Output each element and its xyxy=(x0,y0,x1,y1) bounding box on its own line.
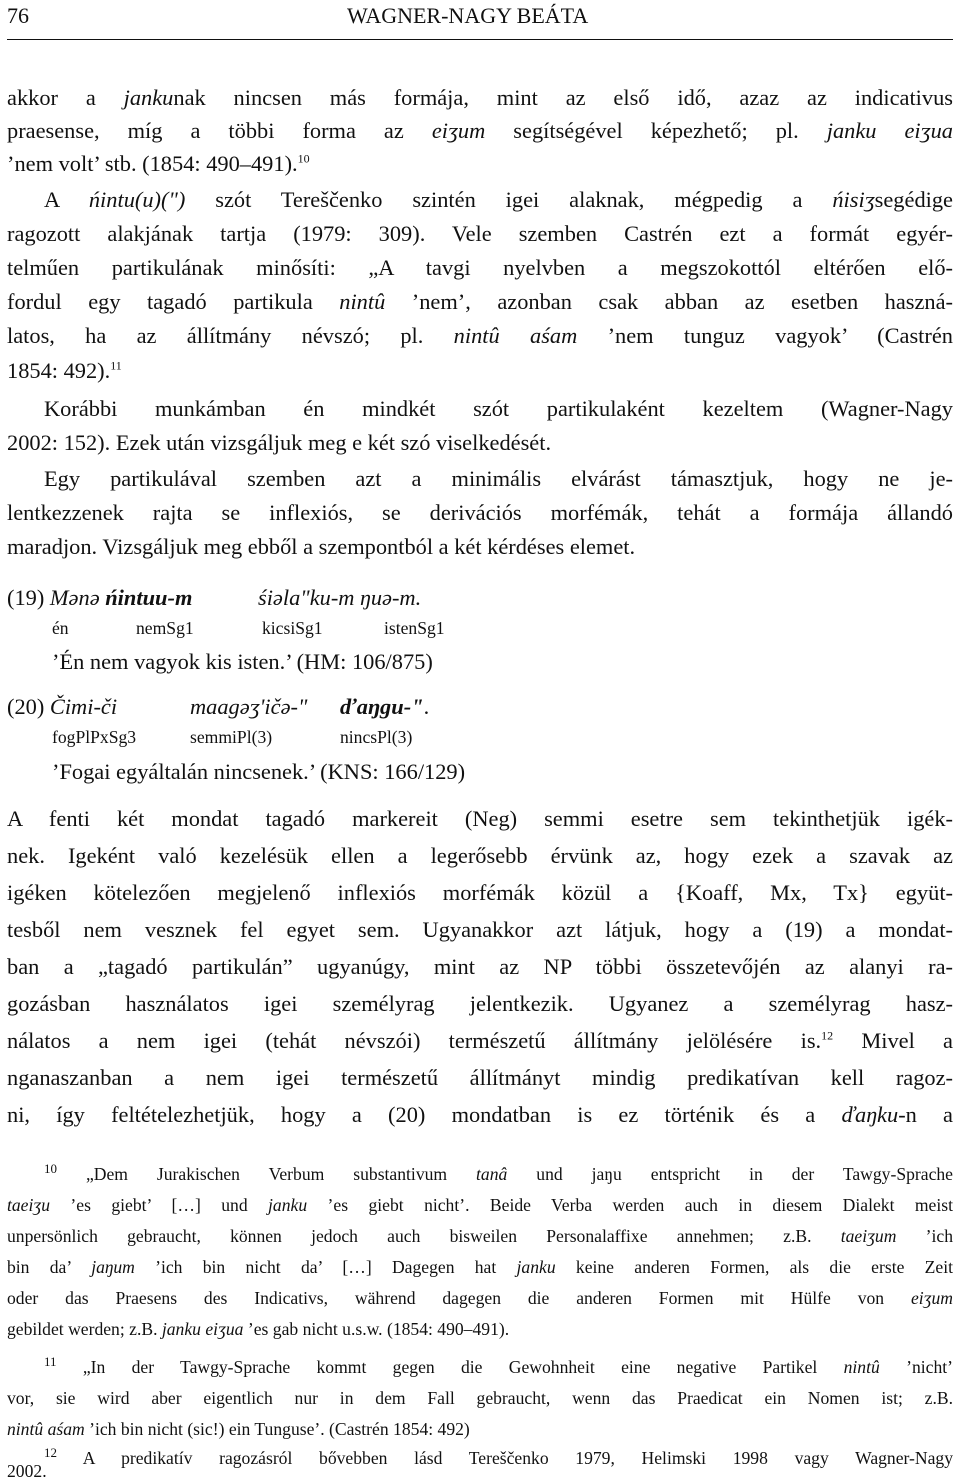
footnote-line: vor, sie wird aber eigentlich nur in dem Fall gebraucht, wenn das Praedicat ein Nomen ist; z.B. xyxy=(7,1388,953,1408)
footnote-12: $^{12}$ A predikatív ragozásról bővebben lásd Tereščenko 1979, Helimski 1998 vagy Wagner-Nagy xyxy=(44,1445,953,1468)
text-line: tesből nem vesznek fel egyet sem. Ugyanakkor azt látjuk, hogy a (19) a mondat- xyxy=(7,917,953,942)
footnote-line: bin da’ jaŋum ’ich bin nicht da’ […] Dagegen hat janku keine anderen Formen, als die erste Zeit xyxy=(7,1257,954,1277)
header-rule xyxy=(7,39,953,40)
footnote-number: 10 xyxy=(44,1161,57,1177)
gloss: fogPlPxSg3 xyxy=(52,727,137,747)
text-line: 1854: 492).$^{11}$ xyxy=(7,358,122,383)
footnote-line: unpersönlich gebraucht, können jedoch auch bisweilen Personalaffixe annehmen; z.B. taeiʒum ’ich xyxy=(7,1226,953,1246)
text-line: maradjon. Vizsgáljuk meg ebből a szempontból a két kérdéses elemet. xyxy=(7,534,636,559)
running-title: WAGNER-NAGY BEÁTA xyxy=(347,3,589,28)
gloss: semmiPl(3) xyxy=(190,727,273,747)
text-line: latos, ha az állítmány névszó; pl. nintû aśam ’nem tunguz vagyok’ (Castrén xyxy=(7,323,953,348)
footnote-line: gebildet werden; z.B. janku eiʒua ’es gab nicht u.s.w. (1854: 490–491). xyxy=(7,1319,510,1339)
text-line: lentkezzenek rajta se inflexiós, se derivációs morfémák, tehát a formája állandó xyxy=(7,500,953,525)
text-line: igéken kötelezően megjelenő inflexiós morfémák közül a {Koaff, Mx, Tx} együt- xyxy=(7,880,953,905)
gloss: kicsiSg1 xyxy=(262,618,323,638)
footnote-number: 11 xyxy=(44,1354,57,1370)
footnote-line: taeiʒu ’es giebt’ […] und janku ’es giebt nicht’. Beide Verba werden auch in diesem Dialekt meist xyxy=(7,1195,953,1215)
page-number: 76 xyxy=(7,3,29,28)
footnote-line: nintû aśam ’ich bin nicht (sic!) ein Tunguse’. (Castrén 1854: 492) xyxy=(7,1419,470,1439)
translation: ’Fogai egyáltalán nincsenek.’ (KNS: 166/129) xyxy=(52,759,466,784)
text-line: A fenti két mondat tagadó markereit (Neg) semmi esetre sem tekinthetjük igék- xyxy=(7,806,953,831)
footnote-10: $^{10}$ „Dem Jurakischen Verbum substantivum tanâ und jaŋu entspricht in der Tawgy-Sprache xyxy=(44,1161,953,1184)
text-line: Egy partikulával szemben azt a minimális elvárást támasztjuk, hogy ne je- xyxy=(44,466,953,491)
example-19: (19) Mənə ńintuu-m xyxy=(7,585,193,610)
example-20-word: ďaŋgu-". xyxy=(340,694,430,719)
text-line: praesense, míg a többi forma az eiʒum segítségével képezhető; pl. janku eiʒua xyxy=(7,118,953,143)
footnote-line: oder das Praesens des Indicativs, während dagegen die anderen Formen mit Hülfe von eiʒum xyxy=(7,1288,953,1308)
running-header xyxy=(7,2,953,30)
text-line: A ńintu(u)(") szót Tereščenko szintén igei alaknak, mégpedig a ńisiʒsegédige xyxy=(44,187,953,212)
gloss: istenSg1 xyxy=(384,618,445,638)
text-line: ’nem volt’ stb. (1854: 490–491).$^{10}$ xyxy=(7,151,310,176)
text-line: ragozott alakjának tartja (1979: 309). Vele szemben Castrén ezt a formát egyér- xyxy=(7,221,953,246)
translation: ’Én nem vagyok kis isten.’ (HM: 106/875) xyxy=(52,649,433,674)
example-19-word: śiəla"ku-m ŋuə-m. xyxy=(258,585,422,610)
gloss: nincsPl(3) xyxy=(340,727,413,747)
text-line: gozásban használatos igei személyrag jelentkezik. Ugyanez a személyrag hasz- xyxy=(7,991,953,1016)
footnote-ref[interactable]: 11 xyxy=(110,358,122,373)
text-line: ni, így feltételezhetjük, hogy a (20) mondatban is ez történik és a ďaŋku-n a xyxy=(7,1102,953,1127)
footnote-line: 2002. xyxy=(7,1461,47,1481)
footnote-ref[interactable]: 12 xyxy=(821,1028,834,1043)
text-line: 2002: 152). Ezek után vizsgáljuk meg e két szó viselkedését. xyxy=(7,430,552,455)
text-line: nálatos a nem igei (tehát névszói) természetű állítmány jelölésére is.$^{12}$ Mivel a xyxy=(7,1028,953,1053)
text-line: ban a „tagadó partikulán” ugyanúgy, mint az NP többi összetevőjén az alanyi ra- xyxy=(7,954,953,979)
text-line: fordul egy tagadó partikula nintû ’nem’, azonban csak abban az esetben haszná- xyxy=(7,289,953,314)
gloss: én xyxy=(52,618,69,638)
example-20: (20) Čimi-či xyxy=(7,694,118,719)
gloss: nemSg1 xyxy=(136,618,194,638)
text-line: nganaszanban a nem igei természetű állítmányt mindig predikatívan kell ragoz- xyxy=(7,1065,953,1090)
footnote-ref[interactable]: 10 xyxy=(297,151,310,166)
footnote-11: $^{11}$ „In der Tawgy-Sprache kommt gegen die Gewohnheit eine negative Partikel nintû ’nicht’ xyxy=(44,1354,953,1377)
example-20-word: maagəʒ'ičə-" xyxy=(190,694,308,719)
text-line: Korábbi munkámban én mindkét szót partikulaként kezeltem (Wagner-Nagy xyxy=(44,396,953,421)
text-line: akkor a jankunak nincsen más formája, mint az első idő, azaz az indicativus xyxy=(7,85,953,110)
footnote-number: 12 xyxy=(44,1445,57,1461)
text-line: nek. Igeként való kezelésük ellen a legerősebb érvünk az, hogy ezek a szavak az xyxy=(7,843,953,868)
text-line: telműen partikulának minősíti: „A tavgi nyelvben a megszokottól eltérően elő- xyxy=(7,255,953,280)
